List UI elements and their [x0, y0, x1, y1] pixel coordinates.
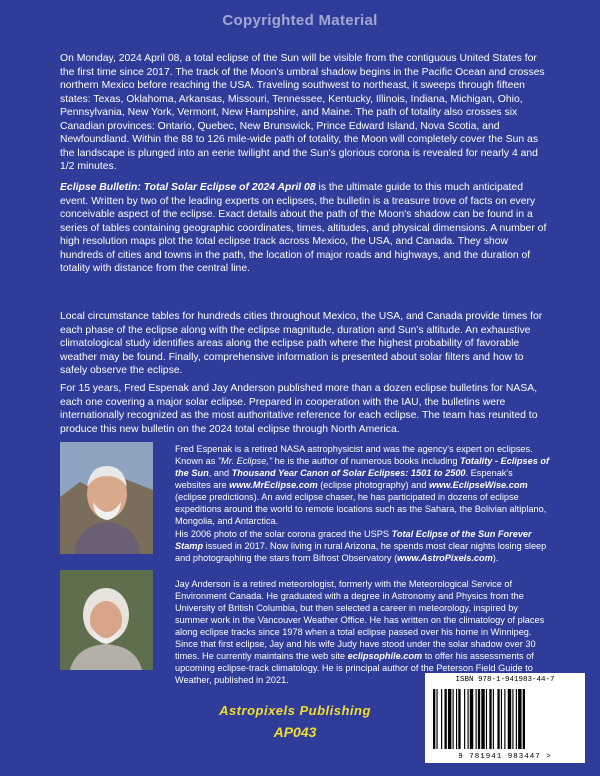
website-astropixels: www.AstroPixels.com: [397, 553, 493, 563]
fred-espenak-stamp-bio: [175, 528, 550, 564]
copyright-watermark: Copyrighted Material: [222, 12, 378, 29]
bio-text: he is the author of numerous books including: [272, 456, 461, 466]
bio-text: Jay Anderson is a retired meteorologist, formerly with the Meteorological Service of Environment Canada. He graduated with a degree in Astronomy and Physics from the University of British Columbia, but then selected a career in meteorology, inspired by summer work in the Vancouver Weather Office. He has written on the climatology of places along eclipse tracks since 1978 when a total eclipse passed over his home in Winnipeg. Since that first eclipse, Jay and his wife Judy have stood under the solar shadow over 30 times. He currently maintains the web site: [175, 579, 545, 661]
bulletin-description-paragraph: [60, 181, 548, 276]
barcode-bar: [486, 689, 487, 749]
isbn-barcode: [425, 673, 585, 763]
barcode-bar: [489, 689, 491, 749]
barcode-bar: [504, 689, 505, 749]
barcode-bar: [478, 689, 480, 749]
barcode-bar: [493, 689, 494, 749]
bio-text: . Espenak's websites are: [175, 468, 513, 490]
authors-history-paragraph: For 15 years, Fred Espenak and Jay Anderson published more than a dozen eclipse bulletins for NASA, each one covering a major solar eclipse. Prepared in cooperation with the IAU, the bulletins were internationally recognized as the most authoritative reference for each eclipse. The team has reunited to produce this new bulletin on the 2024 total eclipse through North America.: [60, 383, 538, 435]
website-eclipsewise: www.EclipseWise.com: [428, 480, 528, 490]
local-circumstances-paragraph: Local circumstance tables for hundreds cities throughout Mexico, the USA, and Canada provide times for each phase of the eclipse along with the eclipse magnitude, duration and Sun's altitude. An exhaustive climatological study identifies areas along the eclipse path where the highest probability of favorable weather may be found. Finally, comprehensive information is presented about solar filters and how to safely observe the eclipse.: [60, 311, 543, 376]
bulletin-description-text: is the ultimate guide to this much anticipated event. Written by two of the leading experts on eclipses, the bulletin is a treasure trove of facts on every conceivable aspect of the eclipse. Exact details about the path of the Moon's shadow can be found in a series of tables containing geographic coordinates, times, altitudes, and physical dimensions. A number of high resolution maps plot the total eclipse track across Mexico, the USA, and Canada. They show hundreds of cities and towns in the path, the location of major roads and highways, and the duration of totality with distance from the central line.: [60, 182, 547, 274]
barcode-bar: [497, 689, 499, 749]
barcode-bar: [481, 689, 484, 749]
barcode-bar: [433, 689, 435, 749]
publication-code: AP043: [273, 724, 317, 740]
bulletin-title: Eclipse Bulletin: Total Solar Eclipse of 2024 April 08: [60, 182, 316, 193]
jay-anderson-photo: [60, 570, 153, 670]
isbn-number: ISBN 978-1-941983-44-7: [455, 676, 555, 684]
website-eclipsophile: eclipsophile.com: [347, 651, 423, 661]
barcode-bar: [441, 689, 442, 749]
bio-text: issued in 2017. Now living in rural Arizona, he spends most clear nights losing sleep and photographing the stars from Bifrost Observatory (: [175, 541, 547, 563]
barcode-bar: [523, 689, 525, 749]
barcode-bar: [518, 689, 521, 749]
website-mreclipse: www.MrEclipse.com: [229, 480, 318, 490]
bio-text: Fred Espenak is a retired NASA astrophysicist and was the agency's expert on eclipses. Known as: [175, 444, 533, 466]
bio-text: ).: [492, 553, 499, 563]
nickname: "Mr. Eclipse,": [217, 456, 273, 466]
barcode-bar: [464, 689, 465, 749]
barcode-bar: [436, 689, 437, 749]
barcode-digits: 9 781941 983447 >: [458, 753, 552, 761]
barcode-bar: [453, 689, 454, 749]
barcode-bars: [433, 689, 577, 749]
barcode-bar: [470, 689, 473, 749]
barcode-bar: [448, 689, 451, 749]
fred-espenak-photo: [60, 442, 153, 554]
barcode-bar: [458, 689, 460, 749]
barcode-bar: [456, 689, 457, 749]
bio-text: (eclipse predictions). An avid eclipse chaser, he has participated in dozens of eclipse expeditions around the world to remote locations such as the Sahara, the Bolivian altiplano, Mongolia, and Antarctica.: [175, 492, 547, 526]
barcode-bar: [516, 689, 517, 749]
barcode-bar: [508, 689, 511, 749]
barcode-bar: [512, 689, 513, 749]
bio-text: to offer his assessments of upcoming eclipse-track climatology. He is principal author of the Peterson Field Guide to Weather, published in 2021.: [175, 651, 534, 685]
fred-espenak-bio: [175, 443, 550, 527]
intro-paragraph: On Monday, 2024 April 08, a total eclipse of the Sun will be visible from the contiguous United States for the first time since 2017. The track of the Moon's umbral shadow begins in the Pacific Ocean and crosses northern Mexico before reaching the USA. Traveling southwest to northeast, it sweeps through fifteen states: Texas, Oklahoma, Arkansas, Missouri, Tennessee, Kentucky, Illinois, Indiana, Michigan, Ohio, Pennsylvania, New York, Vermont, New Hampshire, and Maine. The path of totality also crosses six Canadian provinces: Ontario, Quebec, New Brunswick, Prince Edward Island, Nova Scotia, and Newfoundland. Within the 88 to 126 mile-wide path of totality, the Moon will completely cover the Sun as the landscape is plunged into an eerie twilight and the Sun's glorious corona is revealed for nearly 4 and 1/2 minutes.: [60, 53, 545, 172]
book-title: Totality - Eclipses of the Sun: [175, 456, 550, 478]
bio-text: (eclipse photography) and: [317, 480, 429, 490]
barcode-bar: [445, 689, 447, 749]
bio-text: , and: [208, 468, 232, 478]
barcode-bar: [501, 689, 502, 749]
bio-text: His 2006 photo of the solar corona graced the USPS: [175, 529, 392, 539]
publisher-name: Astropixels Publishing: [219, 703, 371, 718]
barcode-bar: [476, 689, 477, 749]
barcode-bar: [468, 689, 469, 749]
jay-anderson-bio: [175, 578, 550, 686]
stamp-title: Total Eclipse of the Sun Forever Stamp: [175, 529, 532, 551]
book-title: Thousand Year Canon of Solar Eclipses: 1501 to 2500: [231, 468, 466, 478]
